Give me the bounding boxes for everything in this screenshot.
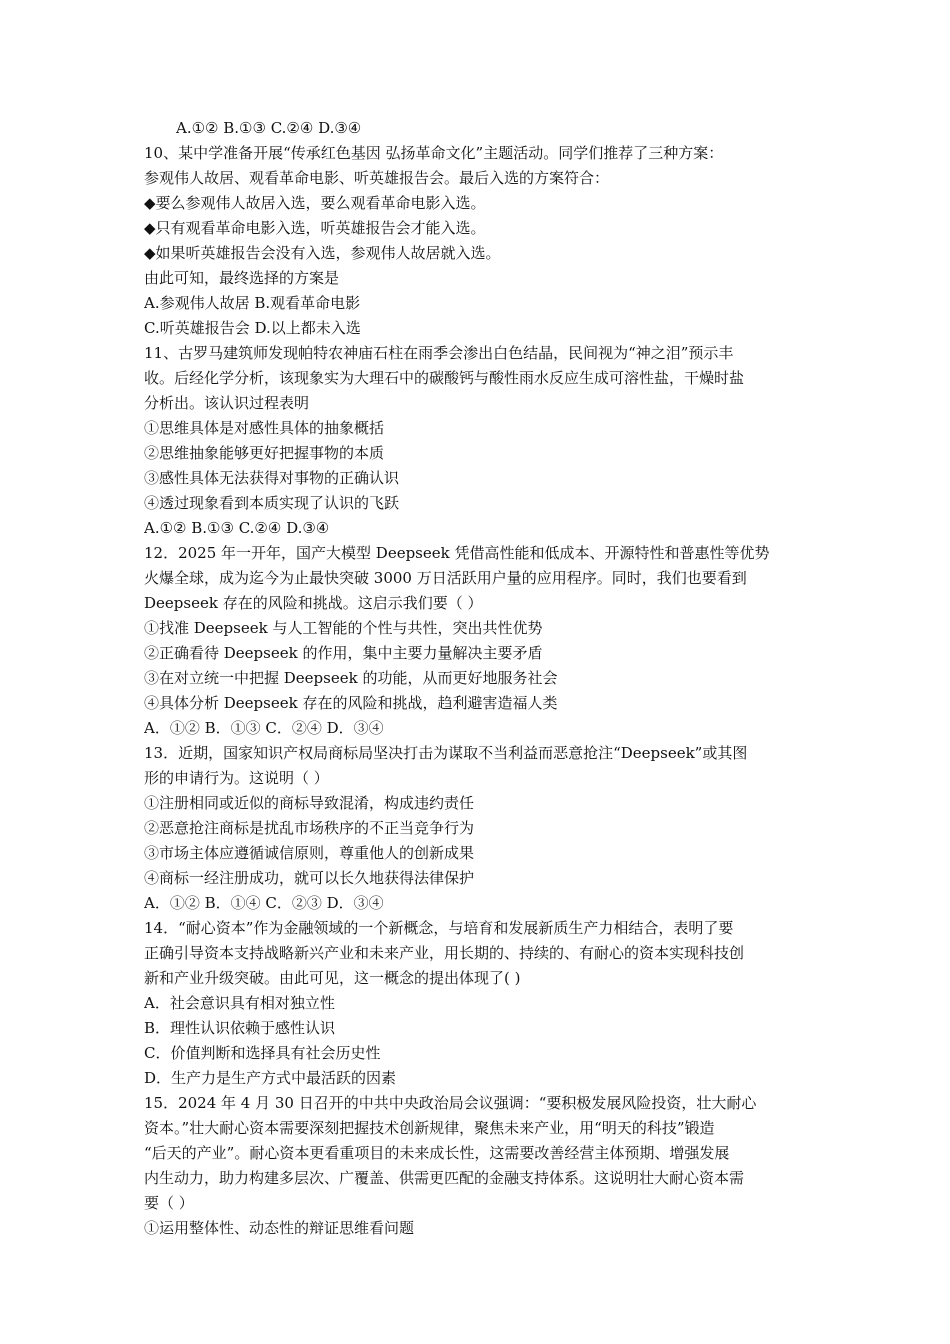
q14-stem-line-2: 正确引导资本支持战略新兴产业和未来产业，用长期的、持续的、有耐心的资本实现科技创 xyxy=(144,944,745,962)
q10-stem-line-1: 10、某中学准备开展“传承红色基因 弘扬革命文化”主题活动。同学们推荐了三种方案： xyxy=(144,144,724,162)
q12-statement-3: ③在对立统一中把握 Deepseek 的功能，从而更好地服务社会 xyxy=(144,669,558,687)
q15-stem-line-5: 要（ ） xyxy=(144,1194,194,1212)
q14-option-c: C．价值判断和选择具有社会历史性 xyxy=(144,1044,381,1062)
q11-stem-line-1: 11、古罗马建筑师发现帕特农神庙石柱在雨季会渗出白色结晶，民间视为“神之泪”预示丰 xyxy=(144,344,734,362)
q11-statement-3: ③感性具体无法获得对事物的正确认识 xyxy=(144,469,400,487)
q15-statement-1: ①运用整体性、动态性的辩证思维看问题 xyxy=(144,1219,415,1237)
q11-statement-2: ②思维抽象能够更好把握事物的本质 xyxy=(144,444,385,462)
q15-stem-line-1: 15．2024 年 4 月 30 日召开的中共中央政治局会议强调：“要积极发展风险投资，壮大耐心 xyxy=(144,1094,757,1112)
q11-statement-1: ①思维具体是对感性具体的抽象概括 xyxy=(144,419,385,437)
q13-statement-2: ②恶意抢注商标是扰乱市场秩序的不正当竞争行为 xyxy=(144,819,475,837)
q11-stem-line-3: 分析出。该认识过程表明 xyxy=(144,394,310,412)
q13-statement-4: ④商标一经注册成功，就可以长久地获得法律保护 xyxy=(144,869,475,887)
q14-option-a: A．社会意识具有相对独立性 xyxy=(144,994,335,1012)
q13-stem-line-1: 13．近期，国家知识产权局商标局坚决打击为谋取不当利益而恶意抢注“Deepseek”或其图 xyxy=(144,744,748,762)
q12-stem-line-1: 12．2025 年一开年，国产大模型 Deepseek 凭借高性能和低成本、开源特性和普惠性等优势 xyxy=(144,544,770,562)
q14-stem-line-3: 新和产业升级突破。由此可见，这一概念的提出体现了( ) xyxy=(144,969,521,987)
q11-stem-line-2: 收。后经化学分析，该现象实为大理石中的碳酸钙与酸性雨水反应生成可溶性盐，干燥时盐 xyxy=(144,369,745,387)
q13-answer-options: A．①② B．①④ C．②③ D．③④ xyxy=(144,894,384,912)
q13-stem-line-2: 形的申请行为。这说明（ ） xyxy=(144,769,329,787)
q12-statement-4: ④具体分析 Deepseek 存在的风险和挑战，趋利避害造福人类 xyxy=(144,694,558,712)
q10-condition-1: ◆要么参观伟人故居入选，要么观看革命电影入选。 xyxy=(144,194,486,212)
document-body xyxy=(144,116,814,1241)
q10-stem-line-2: 参观伟人故居、观看革命电影、听英雄报告会。最后入选的方案符合： xyxy=(144,169,610,187)
q15-stem-line-4: 内生动力，助力构建多层次、广覆盖、供需更匹配的金融支持体系。这说明壮大耐心资本需 xyxy=(144,1169,745,1187)
q15-stem-line-3: “后天的产业”。耐心资本更看重项目的未来成长性，这需要改善经营主体预期、增强发展 xyxy=(144,1144,730,1162)
q12-stem-line-2: 火爆全球，成为迄今为止最快突破 3000 万日活跃用户量的应用程序。同时，我们也要看到 xyxy=(144,569,747,587)
q13-statement-3: ③市场主体应遵循诚信原则，尊重他人的创新成果 xyxy=(144,844,475,862)
q12-statement-1: ①找准 Deepseek 与人工智能的个性与共性，突出共性优势 xyxy=(144,619,543,637)
q10-options-cd: C.听英雄报告会 D.以上都未入选 xyxy=(144,319,361,337)
q10-condition-3: ◆如果听英雄报告会没有入选，参观伟人故居就入选。 xyxy=(144,244,501,262)
q12-stem-line-3: Deepseek 存在的风险和挑战。这启示我们要（ ） xyxy=(144,594,483,612)
q11-statement-4: ④透过现象看到本质实现了认识的飞跃 xyxy=(144,494,400,512)
q12-answer-options: A．①② B．①③ C．②④ D．③④ xyxy=(144,719,384,737)
q9-answer-options: A.①② B.①③ C.②④ D.③④ xyxy=(176,119,362,137)
q14-stem-line-1: 14．“耐心资本”作为金融领域的一个新概念，与培育和发展新质生产力相结合，表明了要 xyxy=(144,919,734,937)
q15-stem-line-2: 资本。”壮大耐心资本需要深刻把握技术创新规律，聚焦未来产业，用“明天的科技”锻造 xyxy=(144,1119,715,1137)
q10-condition-2: ◆只有观看革命电影入选，听英雄报告会才能入选。 xyxy=(144,219,486,237)
q10-question: 由此可知，最终选择的方案是 xyxy=(144,269,340,287)
q10-options-ab: A.参观伟人故居 B.观看革命电影 xyxy=(144,294,361,312)
q12-statement-2: ②正确看待 Deepseek 的作用，集中主要力量解决主要矛盾 xyxy=(144,644,543,662)
q13-statement-1: ①注册相同或近似的商标导致混淆，构成违约责任 xyxy=(144,794,475,812)
q11-answer-options: A.①② B.①③ C.②④ D.③④ xyxy=(144,519,330,537)
q14-option-b: B．理性认识依赖于感性认识 xyxy=(144,1019,336,1037)
q14-option-d: D．生产力是生产方式中最活跃的因素 xyxy=(144,1069,397,1087)
